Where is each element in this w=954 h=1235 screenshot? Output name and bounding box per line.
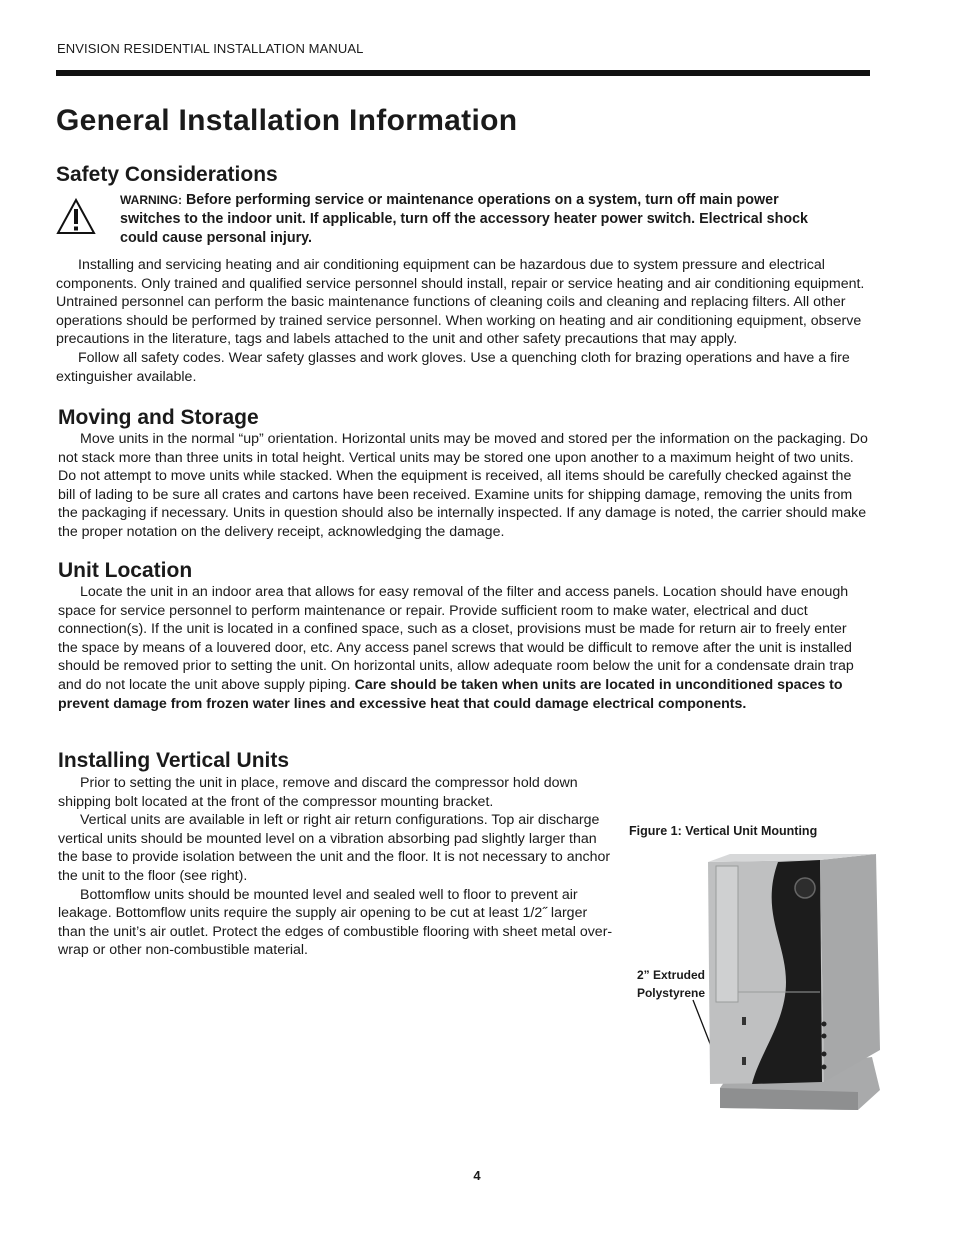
manual-header: ENVISION RESIDENTIAL INSTALLATION MANUAL	[57, 41, 364, 56]
location-body	[58, 583, 870, 713]
location-text: Locate the unit in an indoor area that allows for easy removal of the filter and access panels. Location should have enough space for service personnel to perform maintenance or repair. Provide sufficient room to make water, electrical and duct connection(s). If the unit is located in a confined space, such as a closet, provisions must be made for return air to freely enter the space by means of a louvered door, etc. Any access panel screws that would be difficult to remove after the unit is installed should be removed prior to setting the unit. On horizontal units, allow adequate room below the unit for a condensate drain trap and do not locate the unit above supply piping.	[58, 584, 854, 693]
vertical-heading: Installing Vertical Units	[58, 749, 290, 772]
figure-caption: Figure 1: Vertical Unit Mounting	[629, 824, 818, 838]
header-divider	[56, 70, 870, 76]
safety-body	[56, 256, 870, 386]
callout-line-1: 2” Extruded	[636, 968, 705, 982]
warning-notice	[120, 191, 820, 248]
safety-paragraph-1: Installing and servicing heating and air conditioning equipment can be hazardous due to system pressure and electrical components. Only trained and qualified service personnel should install, repair or service heating and air conditioning equipment. Untrained personnel can perform the basic maintenance functions of cleaning coils and cleaning and replacing filters. All other operations should be performed by trained service personnel. When working on heating and air conditioning equipment, observe precautions in the literature, tags and labels attached to the unit and other safety precautions that may apply.	[56, 257, 865, 348]
safety-paragraph-2: Follow all safety codes. Wear safety glasses and work gloves. Use a quenching cloth for brazing operations and have a fire extinguisher available.	[56, 349, 850, 385]
location-bold-text: Care should be taken when units are located in unconditioned spaces to prevent damage from frozen water lines and excessive heat that could damage electrical components.	[58, 676, 843, 712]
moving-body	[58, 430, 868, 542]
callout-line-2: Polystyrene	[636, 986, 706, 1000]
page-number: 4	[473, 1168, 481, 1183]
vertical-paragraph-2: Vertical units are available in left or right air return configurations. Top air discharge vertical units should be mounted level on a vibration absorbing pad slightly larger than the base to provide isolation between the unit and the floor. It is not necessary to anchor the unit to the floor (see right).	[58, 812, 611, 884]
warning-text: Before performing service or maintenance operations on a system, turn off main power switches to the indoor unit. If applicable, turn off the accessory heater power switch. Electrical shock could cause personal injury.	[120, 192, 809, 246]
warning-label: WARNING:	[120, 193, 182, 207]
moving-heading: Moving and Storage	[58, 406, 259, 429]
filter-rack	[716, 866, 738, 1002]
location-paragraph	[58, 583, 870, 713]
moving-paragraph-1: Move units in the normal “up” orientation. Horizontal units may be moved and stored per the information on the packaging. Do not stack more than three units in total height. Vertical units may be stored one upon another to a maximum height of two units. Do not attempt to move units while stacked. When the equipment is received, all items should be carefully checked against the bill of lading to be sure all crates and cartons have been received. Examine units for shipping damage, removing the units from the packaging if necessary. Units in question should also be internally inspected. If any damage is noted, the carrier should make the proper notation on the delivery receipt, acknowledging the damage.	[58, 431, 868, 540]
page-title: General Installation Information	[56, 104, 518, 137]
vertical-paragraph-3: Bottomflow units should be mounted level and sealed well to floor to prevent air leakage. Bottomflow units require the supply air opening to be cut at least 1/2˝ larger than the unit’s air outlet. Protect the edges of combustible flooring with sheet metal over-wrap or other non-combustible material.	[58, 886, 613, 959]
vertical-paragraph-1: Prior to setting the unit in place, remove and discard the compressor hold down shipping bolt located at the front of the compressor mounting bracket.	[58, 775, 578, 810]
warning-triangle-icon	[56, 198, 96, 236]
location-heading: Unit Location	[58, 559, 193, 582]
logo-icon	[795, 878, 815, 898]
vertical-unit-illustration	[690, 852, 890, 1114]
cabinet-side	[820, 854, 880, 1082]
vertical-body	[58, 774, 614, 960]
safety-heading: Safety Considerations	[56, 163, 278, 186]
